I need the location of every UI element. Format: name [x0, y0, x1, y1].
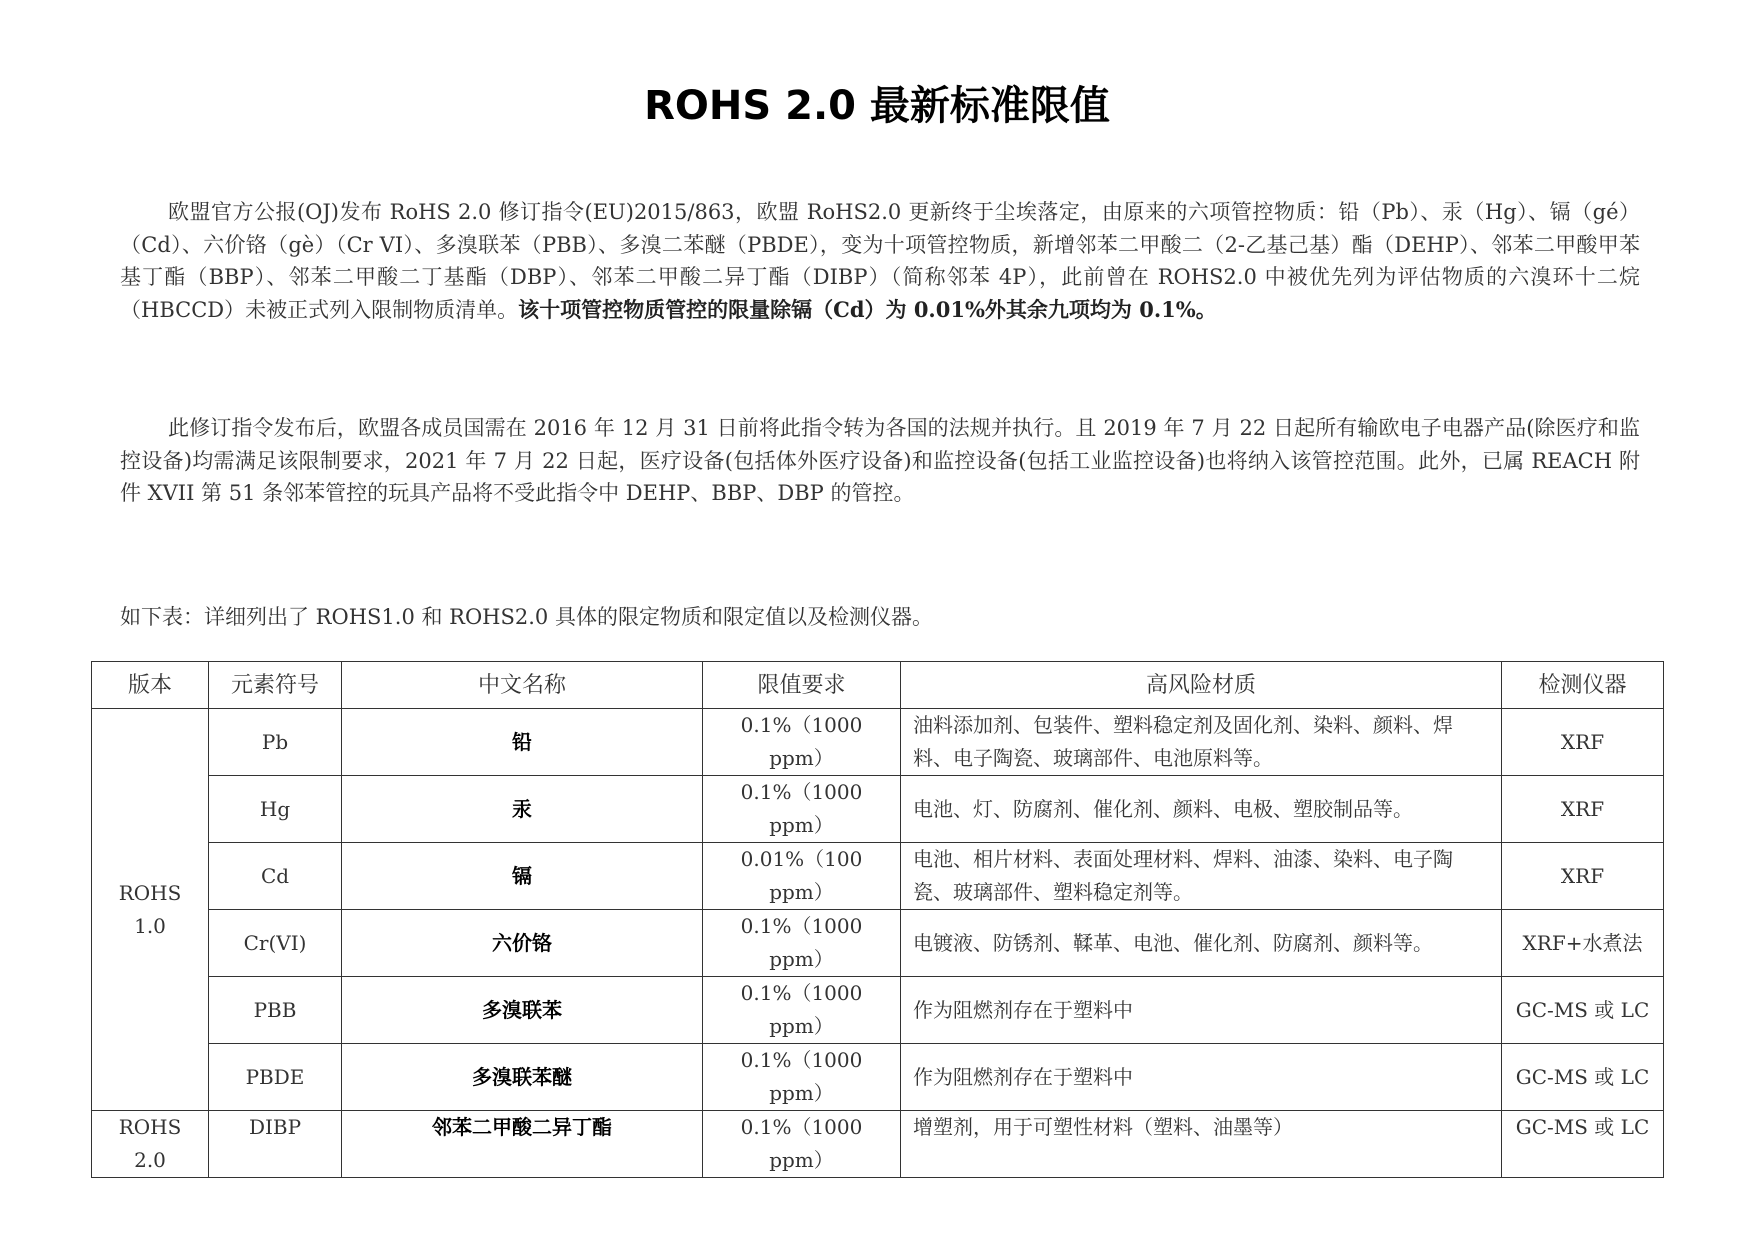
instrument-cell: XRF: [1502, 843, 1664, 910]
instrument-cell: XRF: [1502, 776, 1664, 843]
table-intro: 如下表：详细列出了 ROHS1.0 和 ROHS2.0 具体的限定物质和限定值以及检测仪器。: [120, 605, 933, 629]
materials-cell: 电池、相片材料、表面处理材料、焊料、油漆、染料、电子陶瓷、玻璃部件、塑料稳定剂等。: [901, 843, 1502, 910]
materials-cell: 作为阻燃剂存在于塑料中: [901, 977, 1502, 1044]
symbol-cell: PBB: [209, 977, 342, 1044]
symbol-cell: Pb: [209, 709, 342, 776]
header-chinese-name: 中文名称: [342, 662, 703, 709]
materials-cell: 电池、灯、防腐剂、催化剂、颜料、电极、塑胶制品等。: [901, 776, 1502, 843]
version-label: ROHS 1.0: [118, 880, 182, 938]
chinese-name-cell: 多溴联苯醚: [342, 1044, 703, 1111]
limit-cell: 0.1%（1000 ppm）: [703, 1111, 901, 1178]
symbol-cell: DIBP: [209, 1111, 342, 1178]
materials-cell: 油料添加剂、包装件、塑料稳定剂及固化剂、染料、颜料、焊料、电子陶瓷、玻璃部件、电池原料等。: [901, 709, 1502, 776]
symbol-cell: Hg: [209, 776, 342, 843]
header-limit: 限值要求: [703, 662, 901, 709]
table-row: [92, 1111, 1664, 1178]
instrument-cell: XRF: [1502, 709, 1664, 776]
table-row: [92, 843, 1664, 910]
intro-paragraph-text: 欧盟官方公报(OJ)发布 RoHS 2.0 修订指令(EU)2015/863，欧盟 RoHS2.0 更新终于尘埃落定，由原来的六项管控物质：铅（Pb）、汞（Hg）、镉（gé）（Cd）、六价铬（gè）（Cr VI）、多溴联苯（PBB）、多溴二苯醚（PBDE），变为十项管控物质，新增邻苯二甲酸二（2-乙基己基）酯（DEHP）、邻苯二甲酸甲苯基丁酯（BBP）、邻苯二甲酸二丁基酯（DBP）、邻苯二甲酸二异丁酯（DIBP）（简称邻苯 4P），此前曾在 ROHS2.0 中被优先列为评估物质的六溴环十二烷（HBCCD）未被正式列入限制物质清单。: [120, 200, 1640, 322]
chinese-name-cell: 六价铬: [342, 910, 703, 977]
materials-cell: 电镀液、防锈剂、鞣革、电池、催化剂、防腐剂、颜料等。: [901, 910, 1502, 977]
chinese-name-cell: 汞: [342, 776, 703, 843]
rohs-limits-table: [91, 661, 1664, 1178]
instrument-cell: XRF+水煮法: [1502, 910, 1664, 977]
materials-cell: 增塑剂，用于可塑性材料（塑料、油墨等）: [901, 1111, 1502, 1178]
chinese-name-cell: 镉: [342, 843, 703, 910]
limit-cell: 0.1%（1000 ppm）: [703, 776, 901, 843]
instrument-cell: GC-MS 或 LC: [1502, 1044, 1664, 1111]
limit-cell: 0.1%（1000 ppm）: [703, 977, 901, 1044]
intro-paragraph: [120, 196, 1640, 326]
symbol-cell: PBDE: [209, 1044, 342, 1111]
version-cell: [92, 709, 209, 1111]
limit-cell: 0.1%（1000 ppm）: [703, 910, 901, 977]
table-row: [92, 776, 1664, 843]
limit-cell: 0.1%（1000 ppm）: [703, 709, 901, 776]
header-high-risk-materials: 高风险材质: [901, 662, 1502, 709]
chinese-name-cell: 多溴联苯: [342, 977, 703, 1044]
directive-paragraph: 此修订指令发布后，欧盟各成员国需在 2016 年 12 月 31 日前将此指令转为各国的法规并执行。且 2019 年 7 月 22 日起所有输欧电子电器产品(除医疗和监控设备)均需满足该限制要求，2021 年 7 月 22 日起，医疗设备(包括体外医疗设备)和监控设备(包括工业监控设备)也将纳入该管控范围。此外，已属 REACH 附件 XVII 第 51 条邻苯管控的玩具产品将不受此指令中 DEHP、BBP、DBP 的管控。: [120, 416, 1640, 505]
symbol-cell: Cr(VI): [209, 910, 342, 977]
version-cell: [92, 1111, 209, 1178]
limit-cell: 0.01%（100 ppm）: [703, 843, 901, 910]
table-row: [92, 1044, 1664, 1111]
instrument-cell: GC-MS 或 LC: [1502, 977, 1664, 1044]
table-row: [92, 709, 1664, 776]
page-title: ROHS 2.0 最新标准限值: [644, 83, 1110, 129]
chinese-name-cell: 邻苯二甲酸二异丁酯: [342, 1111, 703, 1178]
table-row: [92, 910, 1664, 977]
symbol-cell: Cd: [209, 843, 342, 910]
chinese-name-cell: 铅: [342, 709, 703, 776]
version-label: ROHS 2.0: [118, 1115, 182, 1172]
header-instrument: 检测仪器: [1502, 662, 1664, 709]
table-row: [92, 977, 1664, 1044]
intro-paragraph-emphasis: 该十项管控物质管控的限量除镉（Cd）为 0.01%外其余九项均为 0.1%。: [518, 296, 1217, 322]
table-header-row: [92, 662, 1664, 709]
materials-cell: 作为阻燃剂存在于塑料中: [901, 1044, 1502, 1111]
instrument-cell: GC-MS 或 LC: [1502, 1111, 1664, 1178]
header-symbol: 元素符号: [209, 662, 342, 709]
header-version: 版本: [92, 662, 209, 709]
limit-cell: 0.1%（1000 ppm）: [703, 1044, 901, 1111]
